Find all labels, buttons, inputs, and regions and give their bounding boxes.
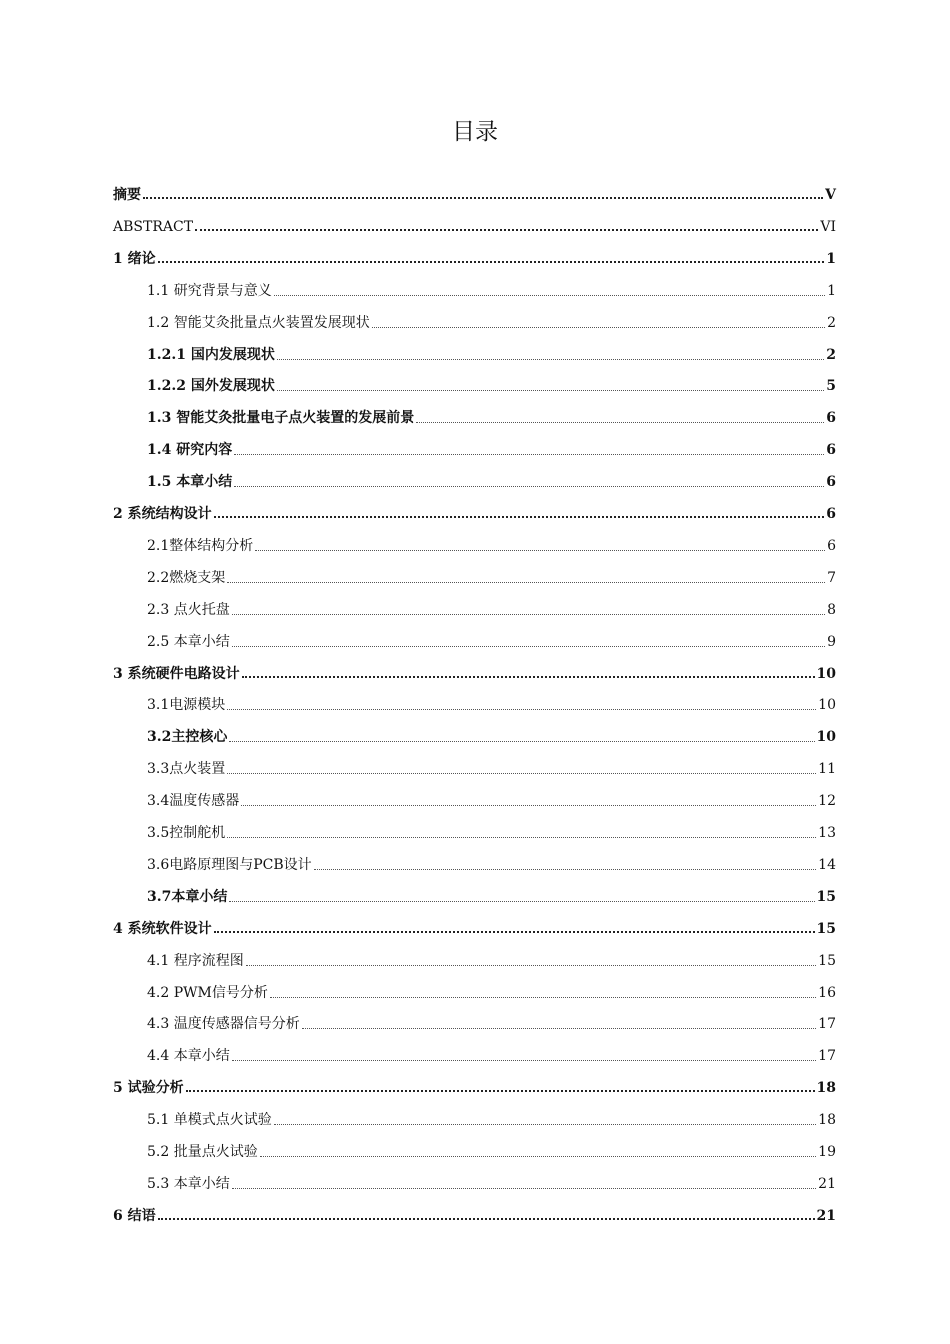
toc-entry[interactable]	[113, 1203, 836, 1225]
toc-leader-dots	[232, 614, 825, 615]
toc-leader-dots	[234, 454, 824, 455]
toc-leader-dots	[372, 327, 825, 328]
toc-entry-page-number: 21	[816, 1207, 836, 1224]
toc-entry[interactable]	[147, 310, 836, 332]
toc-entry[interactable]	[147, 788, 836, 810]
toc-entry-label: 4 系统软件设计	[113, 920, 212, 937]
toc-leader-dots	[229, 741, 814, 742]
toc-entry-page-number: 10	[816, 729, 836, 746]
toc-entry[interactable]	[113, 214, 836, 236]
toc-entry[interactable]	[147, 884, 836, 906]
toc-entry-page-number: 17	[818, 1048, 836, 1065]
toc-leader-dots	[241, 805, 816, 806]
toc-entry-label: 2.5 本章小结	[147, 633, 230, 650]
toc-leader-dots	[260, 1156, 816, 1157]
toc-entry-page-number: V	[825, 187, 836, 203]
toc-leader-dots	[242, 676, 815, 678]
toc-entry-label: 1.3 智能艾灸批量电子点火装置的发展前景	[147, 410, 415, 427]
toc-entry-label: 5.1 单模式点火试验	[147, 1112, 272, 1129]
toc-leader-dots	[227, 837, 816, 838]
toc-entry[interactable]	[113, 1075, 836, 1097]
toc-leader-dots	[232, 1188, 816, 1189]
toc-entry[interactable]	[147, 724, 836, 746]
toc-entry-label: 3.1电源模块	[147, 697, 226, 714]
toc-entry-page-number: 6	[826, 442, 836, 459]
toc-entry-label: 2.3 点火托盘	[147, 601, 230, 618]
toc-entry-label: 1.2.1 国内发展现状	[147, 346, 275, 363]
toc-entry-label: 1.2.2 国外发展现状	[147, 378, 275, 395]
toc-entry-label: 3.6电路原理图与PCB设计	[147, 856, 312, 873]
toc-entry-label: 4.2 PWM信号分析	[147, 984, 268, 1001]
toc-leader-dots	[277, 390, 824, 391]
toc-entry[interactable]	[147, 1107, 836, 1129]
toc-entry-label: 5.2 批量点火试验	[147, 1144, 258, 1160]
toc-entry-label: 4.4 本章小结	[147, 1048, 230, 1065]
toc-leader-dots	[232, 646, 825, 647]
toc-leader-dots	[274, 295, 825, 296]
toc-leader-dots	[158, 1218, 815, 1220]
toc-leader-dots	[277, 359, 824, 360]
toc-entry[interactable]	[147, 597, 836, 619]
toc-entry[interactable]	[147, 373, 836, 395]
toc-entry-label: 4.3 温度传感器信号分析	[147, 1016, 300, 1033]
toc-entry-page-number: 2	[826, 346, 836, 363]
toc-entry-label: 1.2 智能艾灸批量点火装置发展现状	[147, 314, 370, 331]
toc-entry[interactable]	[147, 980, 836, 1002]
toc-entry-page-number: 1	[826, 250, 836, 267]
toc-entry-page-number: 15	[816, 888, 836, 905]
toc-entry-label: 2 系统结构设计	[113, 506, 212, 522]
toc-entry[interactable]	[147, 405, 836, 427]
toc-entry-label: 1 绪论	[113, 250, 156, 267]
toc-entry-page-number: 15	[818, 952, 836, 969]
toc-entry[interactable]	[147, 1011, 836, 1033]
toc-entry-page-number: 8	[827, 601, 836, 618]
toc-entry-page-number: 10	[816, 665, 836, 682]
toc-entry-page-number: 14	[818, 856, 836, 873]
toc-entry[interactable]	[147, 852, 836, 874]
toc-entry-page-number: 13	[818, 825, 836, 841]
toc-entry[interactable]	[113, 661, 836, 683]
toc-entry-page-number: 6	[826, 506, 836, 522]
toc-leader-dots	[227, 709, 816, 710]
toc-leader-dots	[229, 901, 814, 902]
toc-entry-label: 3.3点火装置	[147, 761, 226, 778]
toc-entry[interactable]	[147, 1043, 836, 1065]
toc-entry-label: 3.4温度传感器	[147, 793, 240, 810]
toc-entry-page-number: 19	[818, 1144, 836, 1160]
toc-leader-dots	[214, 516, 825, 518]
toc-entry-page-number: 10	[818, 697, 836, 714]
toc-leader-dots	[214, 931, 815, 933]
toc-entry-label: 4.1 程序流程图	[147, 952, 244, 969]
toc-leader-dots	[232, 1060, 816, 1061]
toc-entry[interactable]	[147, 1139, 836, 1161]
toc-entry-label: 3.2主控核心	[147, 729, 228, 746]
toc-entry-label: 1.5 本章小结	[147, 474, 233, 491]
toc-entry-page-number: 18	[816, 1080, 836, 1097]
toc-entry[interactable]	[147, 692, 836, 714]
toc-entry-page-number: 16	[818, 984, 836, 1001]
toc-entry-label: 摘要	[113, 187, 141, 203]
toc-entry-page-number: 5	[826, 378, 836, 395]
toc-entry-page-number: 6	[826, 410, 836, 427]
toc-entry-label: 5 试验分析	[113, 1080, 184, 1097]
toc-leader-dots	[255, 550, 825, 551]
toc-entry-page-number: 15	[816, 920, 836, 937]
toc-entry[interactable]	[113, 182, 836, 204]
toc-entry-label: ABSTRACT	[113, 218, 194, 235]
toc-entry[interactable]	[147, 820, 836, 842]
toc-entry-page-number: 18	[818, 1112, 836, 1129]
toc-leader-dots	[314, 869, 816, 870]
toc-entry-page-number: 6	[827, 537, 836, 554]
toc-leader-dots	[158, 261, 825, 263]
toc-leader-dots	[302, 1028, 816, 1029]
toc-leader-dots	[234, 486, 824, 487]
page-title: 目录	[452, 119, 498, 145]
toc-entry[interactable]	[147, 469, 836, 491]
toc-leader-dots	[227, 582, 825, 583]
toc-entry-label: 3 系统硬件电路设计	[113, 665, 240, 682]
toc-entry[interactable]	[147, 1171, 836, 1193]
toc-leader-dots	[227, 773, 816, 774]
toc-entry-page-number: 1	[827, 282, 836, 299]
toc-entry-label: 6 结语	[113, 1207, 156, 1224]
toc-leader-dots	[195, 229, 818, 231]
toc-entry-page-number: 9	[827, 633, 836, 650]
toc-entry[interactable]	[147, 533, 836, 555]
toc-leader-dots	[416, 422, 824, 423]
toc-entry-page-number: 7	[827, 569, 836, 586]
toc-entry-label: 1.1 研究背景与意义	[147, 282, 272, 299]
toc-entry-page-number: 12	[818, 793, 836, 810]
toc-entry-page-number: 17	[818, 1016, 836, 1033]
toc-entry[interactable]	[147, 629, 836, 651]
toc-entry-label: 5.3 本章小结	[147, 1175, 230, 1192]
toc-entry-page-number: 2	[827, 314, 836, 331]
toc-leader-dots	[143, 197, 823, 199]
toc-entry-label: 3.7本章小结	[147, 888, 228, 905]
toc-entry[interactable]	[147, 278, 836, 300]
toc-entry[interactable]	[147, 342, 836, 364]
toc-leader-dots	[246, 965, 816, 966]
toc-entry-label: 1.4 研究内容	[147, 442, 233, 459]
toc-leader-dots	[186, 1090, 815, 1092]
toc-entry[interactable]	[113, 501, 836, 523]
toc-entry-page-number: 21	[818, 1175, 836, 1192]
toc-entry[interactable]	[147, 948, 836, 970]
toc-entry[interactable]	[147, 437, 836, 459]
toc-entry-label: 2.1整体结构分析	[147, 537, 254, 554]
toc-entry-label: 3.5控制舵机	[147, 825, 226, 841]
toc-entry-page-number: 6	[826, 474, 836, 491]
toc-entry-page-number: VI	[820, 218, 836, 235]
toc-entry[interactable]	[113, 916, 836, 938]
toc-entry[interactable]	[147, 756, 836, 778]
toc-entry-page-number: 11	[818, 761, 836, 778]
toc-leader-dots	[274, 1124, 816, 1125]
toc-entry[interactable]	[113, 246, 836, 268]
toc-entry[interactable]	[147, 565, 836, 587]
toc-entry-label: 2.2燃烧支架	[147, 569, 226, 586]
toc-leader-dots	[270, 997, 816, 998]
